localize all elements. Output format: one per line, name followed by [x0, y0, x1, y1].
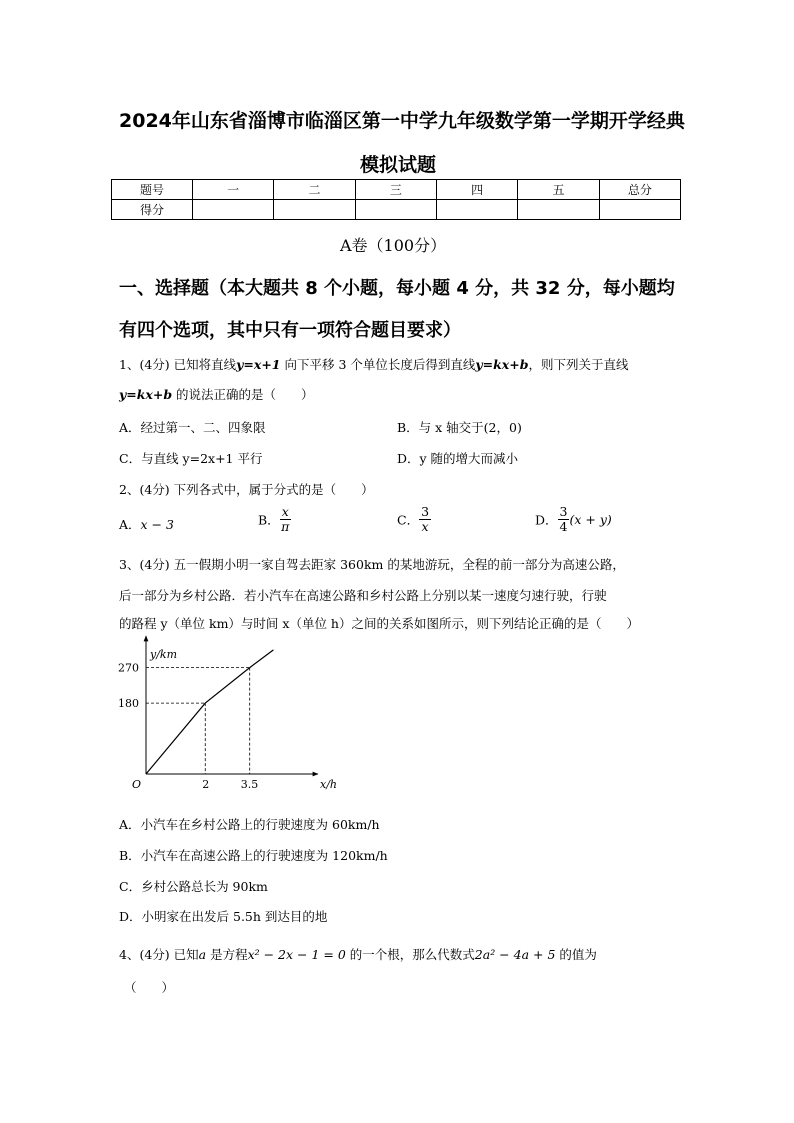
- score-table: [111, 179, 681, 220]
- section-heading-line2: 有四个选项，其中只有一项符合题目要求）: [119, 320, 461, 341]
- exam-title-line2: 模拟试题: [360, 154, 437, 176]
- q2-option-b-fraction: [280, 505, 291, 534]
- score-cell: 一: [193, 180, 274, 200]
- score-input-cell[interactable]: [599, 200, 680, 220]
- q2-option-c-label: C．: [397, 512, 420, 528]
- score-table-score-row: [112, 200, 681, 220]
- q1-suffix: ，则下列关于直线: [528, 357, 629, 372]
- question-1-line2: [119, 385, 314, 403]
- q1-prefix: 1、(4分) 已知将直线: [119, 357, 237, 372]
- question-2-stem: 2、(4分) 下列各式中，属于分式的是（ ）: [119, 482, 374, 497]
- origin-label: O: [132, 778, 142, 791]
- q2-option-d-label: D．: [535, 512, 558, 528]
- q3-option-c[interactable]: C．乡村公路总长为 90km: [119, 879, 268, 894]
- q3-option-d[interactable]: D．小明家在出发后 5.5h 到达目的地: [119, 909, 328, 924]
- question-3-line1: 3、(4分) 五一假期小明一家自驾去距家 360km 的某地游玩，全程的前一部分为高速公路，: [119, 557, 625, 572]
- question-4-line2: （ ）: [124, 980, 175, 995]
- q2-option-a[interactable]: [119, 515, 174, 533]
- q2-option-d-fraction: [558, 505, 570, 534]
- q2-option-b[interactable]: [258, 505, 291, 534]
- q2-c-denominator: x: [421, 519, 429, 534]
- score-table-header-row: [112, 180, 681, 200]
- score-cell: 总分: [599, 180, 680, 200]
- q3-option-b[interactable]: B．小汽车在高速公路上的行驶速度为 120km/h: [119, 848, 388, 863]
- q1-eq1: y=x+1: [236, 357, 281, 372]
- score-input-cell[interactable]: [193, 200, 274, 220]
- score-cell: 四: [436, 180, 517, 200]
- q2-option-c-fraction: [419, 505, 431, 534]
- q2-option-a-label: A．: [119, 517, 141, 532]
- q4-var: a: [198, 947, 207, 962]
- y-axis-label: y/km: [150, 648, 178, 661]
- q2-d-denominator: 4: [559, 519, 568, 534]
- q2-c-numerator: 3: [421, 504, 430, 519]
- q2-b-denominator: π: [281, 519, 290, 534]
- q2-b-numerator: x: [281, 504, 289, 519]
- x-tick-label: 3.5: [240, 778, 259, 791]
- question-1-line1: [119, 355, 628, 373]
- score-cell: 二: [274, 180, 355, 200]
- q4-expression: 2a² − 4a + 5: [474, 947, 556, 962]
- q1-option-c[interactable]: C．与直线 y=2x+1 平行: [119, 451, 263, 466]
- question-3-line2: 后一部分为乡村公路．若小汽车在高速公路和乡村公路上分别以某一速度匀速行驶，行驶: [119, 588, 607, 603]
- q4-mid2: 的一个根，那么代数式: [345, 947, 475, 962]
- volume-label: A卷（100分）: [340, 236, 447, 255]
- exam-title-line1: 2024年山东省淄博市临淄区第一中学九年级数学第一学期开学经典: [119, 110, 685, 132]
- score-input-cell[interactable]: [518, 200, 599, 220]
- score-cell: 题号: [112, 180, 193, 200]
- q1-line2-text: 的说法正确的是（ ）: [172, 387, 314, 402]
- q1-eq2: y=kx+b: [475, 357, 529, 372]
- score-cell: 五: [518, 180, 599, 200]
- q2-option-b-label: B．: [258, 512, 280, 528]
- q2-option-d[interactable]: [535, 505, 612, 534]
- y-tick-label: 180: [118, 697, 139, 711]
- q4-prefix: 4、(4分) 已知: [119, 947, 199, 962]
- x-tick-label: 2: [202, 778, 210, 791]
- distance-line: [146, 650, 273, 774]
- q2-d-numerator: 3: [559, 504, 568, 519]
- score-input-cell[interactable]: [355, 200, 436, 220]
- section-heading-line1: 一、选择题（本大题共 8 个小题，每小题 4 分，共 32 分，每小题均: [119, 278, 675, 299]
- question-3-line3: 的路程 y（单位 km）与时间 x（单位 h）之间的关系如图所示，则下列结论正确的是（ ）: [119, 616, 639, 631]
- score-cell: 三: [355, 180, 436, 200]
- q4-equation: x² − 2x − 1 = 0: [247, 947, 346, 962]
- q2-option-c[interactable]: [397, 505, 431, 534]
- q1-line2-eq: y=kx+b: [119, 387, 173, 402]
- q3-option-a[interactable]: A．小汽车在乡村公路上的行驶速度为 60km/h: [119, 817, 380, 832]
- score-input-cell[interactable]: [436, 200, 517, 220]
- score-cell: 得分: [112, 200, 193, 220]
- q2-d-tail: (x + y): [569, 512, 612, 527]
- x-axis-label: x/h: [320, 778, 337, 791]
- q2-option-a-expr: x − 3: [140, 517, 174, 532]
- q1-option-d[interactable]: D．y 随的增大而减小: [397, 451, 519, 466]
- y-tick-label: 270: [118, 661, 139, 675]
- q1-option-a[interactable]: A．经过第一、二、四象限: [119, 420, 266, 435]
- q1-mid: 向下平移 3 个单位长度后得到直线: [280, 357, 476, 372]
- score-input-cell[interactable]: [274, 200, 355, 220]
- q4-mid1: 是方程: [206, 947, 248, 962]
- q3-distance-time-chart: [110, 640, 337, 800]
- q4-suffix: 的值为: [555, 947, 597, 962]
- q1-option-b[interactable]: B．与 x 轴交于(2，0): [397, 420, 522, 435]
- question-4-line1: [119, 945, 597, 963]
